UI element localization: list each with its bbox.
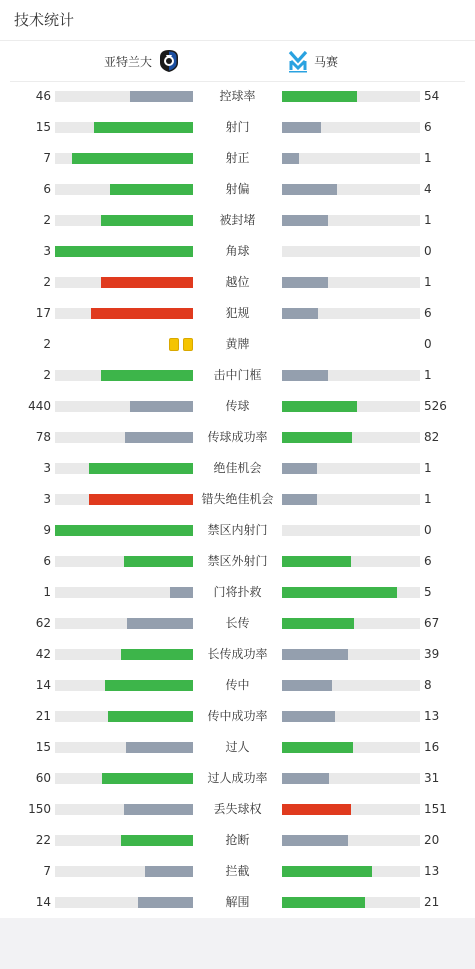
away-stat-value: 151 (424, 802, 447, 816)
home-stat-bar (55, 463, 193, 474)
home-stat-value: 2 (43, 275, 51, 289)
away-stat-value: 8 (424, 678, 432, 692)
away-stat-bar (282, 742, 420, 753)
home-stat-bar (55, 91, 193, 102)
stat-label: 控球率 (219, 89, 256, 103)
away-stat-value: 1 (424, 213, 432, 227)
stat-label: 禁区内射门 (207, 523, 268, 537)
home-stat-value: 7 (43, 151, 51, 165)
stat-label: 射偏 (225, 182, 250, 196)
home-stat-value: 6 (43, 554, 51, 568)
stat-row (0, 329, 475, 360)
away-stat-bar (282, 773, 420, 784)
away-team-name: 马赛 (314, 54, 339, 69)
stat-label: 传中成功率 (207, 709, 268, 723)
away-stat-bar-fill (282, 680, 332, 691)
away-stat-bar-fill (282, 494, 317, 505)
stat-label: 抢断 (225, 833, 250, 847)
home-stat-value: 42 (35, 647, 51, 661)
stat-row (0, 546, 475, 577)
stat-row (0, 205, 475, 236)
away-stat-value: 4 (424, 182, 432, 196)
away-stat-bar-fill (282, 897, 365, 908)
stat-row (0, 825, 475, 856)
home-stat-bar-fill (127, 618, 193, 629)
home-stat-value: 62 (35, 616, 51, 630)
home-stat-value: 14 (35, 895, 51, 909)
away-stat-bar-fill (282, 742, 353, 753)
home-stat-value: 60 (35, 771, 51, 785)
home-stat-bar-fill (121, 649, 193, 660)
away-stat-bar (282, 494, 420, 505)
stat-row (0, 143, 475, 174)
home-stat-bar (55, 153, 193, 164)
stat-label: 过人成功率 (207, 771, 268, 785)
home-team[interactable] (104, 49, 179, 73)
away-stat-bar (282, 897, 420, 908)
stat-label: 射门 (225, 120, 250, 134)
home-yellow-cards (169, 338, 193, 351)
home-stat-bar (55, 215, 193, 226)
away-stat-bar-fill (282, 866, 372, 877)
away-stat-bar-fill (282, 556, 351, 567)
home-stat-bar-fill (101, 215, 193, 226)
stat-row (0, 236, 475, 267)
away-stat-bar (282, 804, 420, 815)
home-stat-bar (55, 432, 193, 443)
away-stat-bar-fill (282, 215, 328, 226)
home-stat-bar-fill (145, 866, 193, 877)
stat-row (0, 360, 475, 391)
away-stat-value: 13 (424, 864, 440, 878)
home-stat-bar-fill (91, 308, 193, 319)
stat-label: 黄牌 (225, 337, 250, 351)
away-stat-value: 0 (424, 337, 432, 351)
away-stat-value: 1 (424, 275, 432, 289)
stat-label: 丢失球权 (213, 802, 262, 816)
stat-label: 被封堵 (219, 213, 256, 227)
away-stat-bar-fill (282, 91, 357, 102)
home-stat-value: 3 (43, 461, 51, 475)
away-stat-bar (282, 866, 420, 877)
home-stat-value: 22 (35, 833, 51, 847)
away-stat-value: 1 (424, 492, 432, 506)
yellow-card-icon (169, 338, 179, 351)
away-stat-bar-fill (282, 587, 397, 598)
away-stat-bar-fill (282, 649, 348, 660)
home-stat-bar (55, 370, 193, 381)
away-stat-bar (282, 649, 420, 660)
stat-label: 角球 (225, 244, 250, 258)
away-stat-bar (282, 835, 420, 846)
home-stat-bar-fill (170, 587, 193, 598)
stat-label: 拦截 (225, 864, 250, 878)
home-stat-bar-fill (89, 494, 193, 505)
stat-label: 绝佳机会 (213, 461, 262, 475)
away-stat-value: 6 (424, 554, 432, 568)
home-stat-value: 1 (43, 585, 51, 599)
home-stat-bar (55, 122, 193, 133)
home-stat-bar-fill (138, 897, 193, 908)
home-stat-bar-fill (101, 277, 193, 288)
home-stat-value: 78 (35, 430, 51, 444)
section-title: 技术统计 (14, 11, 75, 29)
stat-row (0, 422, 475, 453)
away-stat-bar-fill (282, 308, 318, 319)
home-stat-bar-fill (105, 680, 193, 691)
home-stat-bar (55, 742, 193, 753)
away-stat-value: 0 (424, 244, 432, 258)
stat-row (0, 174, 475, 205)
home-stat-bar (55, 618, 193, 629)
away-stat-bar-fill (282, 370, 328, 381)
home-stat-bar (55, 680, 193, 691)
away-stat-bar (282, 277, 420, 288)
home-stat-value: 14 (35, 678, 51, 692)
stat-label: 长传成功率 (207, 647, 268, 661)
home-stat-value: 3 (43, 492, 51, 506)
home-stat-value: 9 (43, 523, 51, 537)
away-stat-value: 13 (424, 709, 440, 723)
away-stat-bar (282, 525, 420, 536)
away-stat-value: 6 (424, 120, 432, 134)
home-stat-bar-fill (124, 556, 193, 567)
stat-label: 犯规 (225, 306, 250, 320)
stat-row (0, 112, 475, 143)
home-stat-bar (55, 308, 193, 319)
home-stat-bar-fill (101, 370, 193, 381)
away-stat-bar-fill (282, 835, 348, 846)
home-stat-value: 2 (43, 337, 51, 351)
away-stat-bar (282, 463, 420, 474)
atalanta-crest-icon (159, 49, 179, 73)
away-stat-bar (282, 246, 420, 257)
away-stat-value: 16 (424, 740, 440, 754)
away-stat-bar-fill (282, 773, 329, 784)
home-stat-bar (55, 494, 193, 505)
stat-label: 射正 (225, 151, 250, 165)
home-stat-bar (55, 711, 193, 722)
stat-label: 击中门框 (213, 368, 262, 382)
stat-row (0, 608, 475, 639)
away-stat-bar (282, 432, 420, 443)
away-stat-value: 0 (424, 523, 432, 537)
away-stat-bar (282, 401, 420, 412)
away-stat-bar (282, 370, 420, 381)
away-stat-value: 5 (424, 585, 432, 599)
away-stat-value: 67 (424, 616, 440, 630)
stat-row (0, 267, 475, 298)
stat-label: 门将扑救 (213, 585, 262, 599)
home-stat-bar (55, 246, 193, 257)
away-stat-value: 31 (424, 771, 440, 785)
home-stat-bar (55, 897, 193, 908)
marseille-crest-icon (288, 49, 308, 73)
home-stat-bar (55, 649, 193, 660)
away-stat-bar-fill (282, 463, 317, 474)
away-stat-bar-fill (282, 618, 354, 629)
home-stat-bar-fill (102, 773, 193, 784)
away-stat-bar-fill (282, 711, 335, 722)
stat-label: 越位 (225, 275, 250, 289)
away-stat-value: 82 (424, 430, 440, 444)
home-stat-bar (55, 587, 193, 598)
home-stat-bar-fill (125, 432, 193, 443)
home-stat-bar-fill (130, 401, 193, 412)
home-stat-value: 17 (35, 306, 51, 320)
stat-row (0, 577, 475, 608)
home-stat-value: 2 (43, 213, 51, 227)
stat-row (0, 515, 475, 546)
away-stat-value: 1 (424, 151, 432, 165)
away-stat-bar-fill (282, 153, 299, 164)
home-stat-value: 15 (35, 740, 51, 754)
stat-row (0, 887, 475, 918)
stat-label: 过人 (225, 740, 250, 754)
away-stat-bar (282, 122, 420, 133)
away-stat-bar (282, 215, 420, 226)
home-stat-bar (55, 804, 193, 815)
away-stat-bar-fill (282, 184, 337, 195)
away-stat-bar (282, 618, 420, 629)
stat-row (0, 763, 475, 794)
away-stat-bar-fill (282, 401, 357, 412)
away-stat-bar (282, 308, 420, 319)
stat-label: 解围 (225, 895, 250, 909)
home-stat-bar (55, 401, 193, 412)
away-stat-bar (282, 680, 420, 691)
home-stat-value: 2 (43, 368, 51, 382)
away-stat-value: 526 (424, 399, 447, 413)
teams-header (10, 41, 465, 82)
home-stat-bar-fill (108, 711, 193, 722)
home-stat-bar (55, 866, 193, 877)
home-stat-bar (55, 773, 193, 784)
away-stat-value: 39 (424, 647, 440, 661)
away-stat-bar (282, 587, 420, 598)
away-stat-bar (282, 184, 420, 195)
home-stat-bar (55, 525, 193, 536)
home-team-name: 亚特兰大 (103, 54, 152, 69)
stat-label: 错失绝佳机会 (201, 492, 274, 506)
yellow-card-icon (183, 338, 193, 351)
away-stat-bar-fill (282, 122, 321, 133)
home-stat-value: 15 (35, 120, 51, 134)
home-stat-value: 6 (43, 182, 51, 196)
home-stat-value: 3 (43, 244, 51, 258)
home-stat-bar-fill (124, 804, 193, 815)
home-stat-bar-fill (110, 184, 193, 195)
away-stat-bar (282, 91, 420, 102)
away-stat-bar-fill (282, 804, 351, 815)
home-stat-bar-fill (89, 463, 193, 474)
stat-row (0, 701, 475, 732)
away-stat-value: 1 (424, 461, 432, 475)
away-stat-bar (282, 711, 420, 722)
away-stat-bar-fill (282, 432, 352, 443)
stat-row (0, 298, 475, 329)
home-stat-bar-fill (94, 122, 193, 133)
home-stat-bar-fill (55, 525, 193, 536)
away-team[interactable] (288, 49, 338, 73)
home-stat-value: 7 (43, 864, 51, 878)
stat-row (0, 391, 475, 422)
stat-label: 传球成功率 (207, 430, 268, 444)
away-stat-value: 6 (424, 306, 432, 320)
stat-row (0, 484, 475, 515)
home-stat-bar-fill (130, 91, 193, 102)
away-stat-value: 20 (424, 833, 440, 847)
stat-row (0, 639, 475, 670)
home-stat-value: 46 (35, 89, 51, 103)
away-stat-value: 1 (424, 368, 432, 382)
home-stat-value: 21 (35, 709, 51, 723)
stat-row (0, 81, 475, 112)
home-stat-value: 440 (28, 399, 51, 413)
home-stat-bar (55, 277, 193, 288)
stat-row (0, 856, 475, 887)
stat-label: 长传 (225, 616, 250, 630)
away-stat-bar (282, 153, 420, 164)
home-stat-bar-fill (72, 153, 193, 164)
home-stat-bar-fill (55, 246, 193, 257)
away-stat-value: 54 (424, 89, 440, 103)
stat-row (0, 794, 475, 825)
stat-row (0, 732, 475, 763)
away-stat-bar-fill (282, 277, 328, 288)
stat-row (0, 453, 475, 484)
home-stat-bar-fill (126, 742, 193, 753)
home-stat-bar (55, 184, 193, 195)
stat-label: 传中 (225, 678, 250, 692)
home-stat-bar (55, 556, 193, 567)
home-stat-value: 150 (28, 802, 51, 816)
away-stat-value: 21 (424, 895, 440, 909)
away-stat-bar (282, 556, 420, 567)
home-stat-bar (55, 835, 193, 846)
stat-label: 传球 (225, 399, 250, 413)
home-stat-bar-fill (121, 835, 193, 846)
stat-label: 禁区外射门 (207, 554, 268, 568)
stat-row (0, 670, 475, 701)
